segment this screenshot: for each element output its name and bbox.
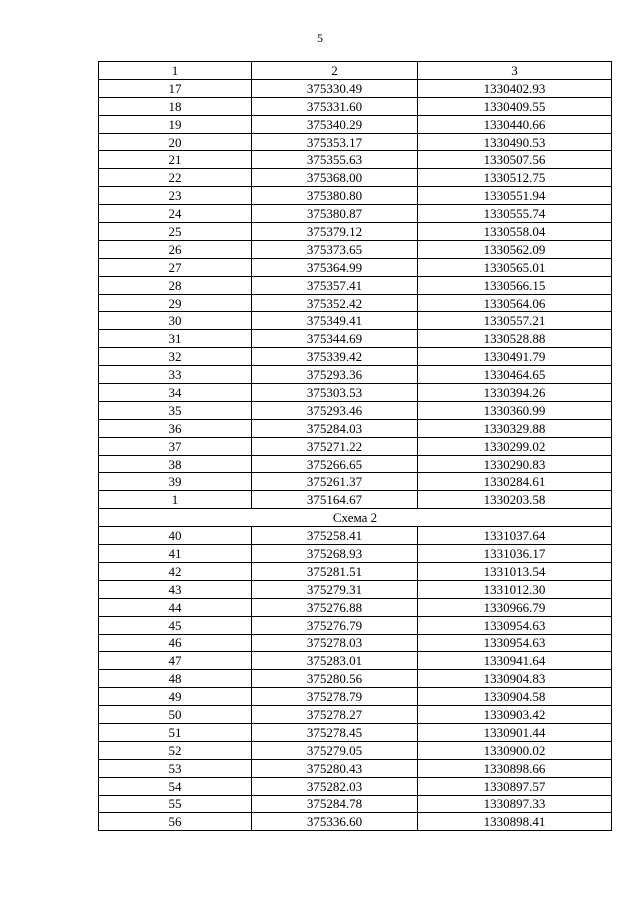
cell-point-number: 31 [99, 330, 252, 348]
cell-y-coordinate: 1331013.54 [418, 562, 612, 580]
cell-y-coordinate: 1330904.83 [418, 670, 612, 688]
cell-x-coordinate: 375278.03 [252, 634, 418, 652]
table-header-row [99, 62, 612, 80]
table-row [99, 187, 612, 205]
cell-x-coordinate: 375279.31 [252, 580, 418, 598]
cell-y-coordinate: 1330900.02 [418, 741, 612, 759]
cell-point-number: 24 [99, 205, 252, 223]
cell-x-coordinate: 375379.12 [252, 223, 418, 241]
table-row [99, 401, 612, 419]
cell-point-number: 41 [99, 545, 252, 563]
cell-y-coordinate: 1330901.44 [418, 723, 612, 741]
cell-x-coordinate: 375280.56 [252, 670, 418, 688]
cell-point-number: 17 [99, 79, 252, 97]
cell-point-number: 19 [99, 115, 252, 133]
table-row [99, 151, 612, 169]
cell-point-number: 56 [99, 813, 252, 831]
cell-x-coordinate: 375278.45 [252, 723, 418, 741]
cell-point-number: 42 [99, 562, 252, 580]
cell-x-coordinate: 375278.79 [252, 688, 418, 706]
cell-y-coordinate: 1330966.79 [418, 598, 612, 616]
table-row [99, 759, 612, 777]
cell-x-coordinate: 375339.42 [252, 348, 418, 366]
table-row [99, 348, 612, 366]
cell-y-coordinate: 1330290.83 [418, 455, 612, 473]
cell-point-number: 34 [99, 384, 252, 402]
table-row [99, 115, 612, 133]
table-row [99, 670, 612, 688]
cell-point-number: 23 [99, 187, 252, 205]
cell-x-coordinate: 375344.69 [252, 330, 418, 348]
table-row [99, 580, 612, 598]
cell-point-number: 40 [99, 527, 252, 545]
cell-x-coordinate: 375380.87 [252, 205, 418, 223]
cell-y-coordinate: 1330555.74 [418, 205, 612, 223]
cell-y-coordinate: 1330299.02 [418, 437, 612, 455]
table-row [99, 276, 612, 294]
cell-y-coordinate: 1331037.64 [418, 527, 612, 545]
cell-y-coordinate: 1330898.41 [418, 813, 612, 831]
cell-x-coordinate: 375368.00 [252, 169, 418, 187]
cell-x-coordinate: 375284.03 [252, 419, 418, 437]
table-row [99, 491, 612, 509]
cell-point-number: 39 [99, 473, 252, 491]
cell-x-coordinate: 375364.99 [252, 258, 418, 276]
cell-point-number: 46 [99, 634, 252, 652]
cell-x-coordinate: 375293.36 [252, 366, 418, 384]
cell-point-number: 47 [99, 652, 252, 670]
cell-x-coordinate: 375353.17 [252, 133, 418, 151]
cell-y-coordinate: 1330440.66 [418, 115, 612, 133]
cell-x-coordinate: 375258.41 [252, 527, 418, 545]
cell-point-number: 50 [99, 706, 252, 724]
cell-x-coordinate: 375164.67 [252, 491, 418, 509]
table-row [99, 205, 612, 223]
cell-point-number: 37 [99, 437, 252, 455]
cell-x-coordinate: 375279.05 [252, 741, 418, 759]
cell-point-number: 22 [99, 169, 252, 187]
cell-x-coordinate: 375303.53 [252, 384, 418, 402]
coordinates-table [98, 61, 612, 831]
table-row [99, 312, 612, 330]
cell-point-number: 26 [99, 240, 252, 258]
table-row [99, 240, 612, 258]
cell-point-number: 35 [99, 401, 252, 419]
cell-y-coordinate: 1330284.61 [418, 473, 612, 491]
cell-x-coordinate: 375349.41 [252, 312, 418, 330]
table-row [99, 688, 612, 706]
cell-x-coordinate: 375278.27 [252, 706, 418, 724]
cell-x-coordinate: 375293.46 [252, 401, 418, 419]
cell-point-number: 54 [99, 777, 252, 795]
cell-y-coordinate: 1330491.79 [418, 348, 612, 366]
table-row [99, 294, 612, 312]
coordinates-table-body [99, 62, 612, 831]
cell-x-coordinate: 375283.01 [252, 652, 418, 670]
cell-y-coordinate: 1330557.21 [418, 312, 612, 330]
page-number: 5 [317, 31, 323, 45]
cell-y-coordinate: 1330564.06 [418, 294, 612, 312]
table-row [99, 652, 612, 670]
cell-x-coordinate: 375355.63 [252, 151, 418, 169]
cell-x-coordinate: 375261.37 [252, 473, 418, 491]
table-row [99, 813, 612, 831]
section-row [99, 509, 612, 527]
cell-x-coordinate: 375380.80 [252, 187, 418, 205]
cell-point-number: 43 [99, 580, 252, 598]
table-row [99, 366, 612, 384]
cell-y-coordinate: 1330954.63 [418, 634, 612, 652]
table-row [99, 455, 612, 473]
cell-x-coordinate: 375373.65 [252, 240, 418, 258]
table-row [99, 706, 612, 724]
cell-point-number: 18 [99, 97, 252, 115]
cell-point-number: 38 [99, 455, 252, 473]
cell-point-number: 49 [99, 688, 252, 706]
table-row [99, 169, 612, 187]
cell-point-number: 53 [99, 759, 252, 777]
header-cell-x: 2 [252, 62, 418, 80]
cell-y-coordinate: 1330490.53 [418, 133, 612, 151]
cell-x-coordinate: 375280.43 [252, 759, 418, 777]
table-row [99, 79, 612, 97]
cell-point-number: 29 [99, 294, 252, 312]
cell-y-coordinate: 1330903.42 [418, 706, 612, 724]
cell-y-coordinate: 1330402.93 [418, 79, 612, 97]
header-cell-point: 1 [99, 62, 252, 80]
cell-point-number: 48 [99, 670, 252, 688]
cell-x-coordinate: 375330.49 [252, 79, 418, 97]
cell-y-coordinate: 1330897.57 [418, 777, 612, 795]
table-row [99, 795, 612, 813]
table-row [99, 527, 612, 545]
table-row [99, 598, 612, 616]
cell-y-coordinate: 1330898.66 [418, 759, 612, 777]
cell-y-coordinate: 1330360.99 [418, 401, 612, 419]
cell-x-coordinate: 375276.88 [252, 598, 418, 616]
section-title: Схема 2 [99, 509, 612, 527]
cell-point-number: 30 [99, 312, 252, 330]
table-row [99, 437, 612, 455]
cell-x-coordinate: 375284.78 [252, 795, 418, 813]
cell-point-number: 52 [99, 741, 252, 759]
cell-x-coordinate: 375271.22 [252, 437, 418, 455]
cell-point-number: 25 [99, 223, 252, 241]
cell-point-number: 45 [99, 616, 252, 634]
table-row [99, 384, 612, 402]
cell-y-coordinate: 1330507.56 [418, 151, 612, 169]
cell-x-coordinate: 375268.93 [252, 545, 418, 563]
cell-x-coordinate: 375282.03 [252, 777, 418, 795]
cell-y-coordinate: 1330203.58 [418, 491, 612, 509]
cell-point-number: 51 [99, 723, 252, 741]
cell-x-coordinate: 375340.29 [252, 115, 418, 133]
cell-y-coordinate: 1331036.17 [418, 545, 612, 563]
cell-y-coordinate: 1330528.88 [418, 330, 612, 348]
cell-y-coordinate: 1330409.55 [418, 97, 612, 115]
cell-point-number: 33 [99, 366, 252, 384]
cell-y-coordinate: 1330562.09 [418, 240, 612, 258]
table-row [99, 97, 612, 115]
cell-y-coordinate: 1330329.88 [418, 419, 612, 437]
cell-y-coordinate: 1330941.64 [418, 652, 612, 670]
table-row [99, 777, 612, 795]
cell-y-coordinate: 1330464.65 [418, 366, 612, 384]
cell-x-coordinate: 375357.41 [252, 276, 418, 294]
cell-x-coordinate: 375281.51 [252, 562, 418, 580]
cell-y-coordinate: 1330904.58 [418, 688, 612, 706]
header-cell-y: 3 [418, 62, 612, 80]
cell-y-coordinate: 1330394.26 [418, 384, 612, 402]
cell-y-coordinate: 1330558.04 [418, 223, 612, 241]
cell-point-number: 32 [99, 348, 252, 366]
table-row [99, 223, 612, 241]
cell-x-coordinate: 375276.79 [252, 616, 418, 634]
table-row [99, 133, 612, 151]
cell-x-coordinate: 375331.60 [252, 97, 418, 115]
cell-y-coordinate: 1330551.94 [418, 187, 612, 205]
cell-y-coordinate: 1331012.30 [418, 580, 612, 598]
cell-x-coordinate: 375336.60 [252, 813, 418, 831]
table-row [99, 545, 612, 563]
cell-point-number: 20 [99, 133, 252, 151]
cell-point-number: 44 [99, 598, 252, 616]
cell-point-number: 28 [99, 276, 252, 294]
table-row [99, 741, 612, 759]
cell-point-number: 55 [99, 795, 252, 813]
cell-y-coordinate: 1330512.75 [418, 169, 612, 187]
cell-point-number: 1 [99, 491, 252, 509]
cell-y-coordinate: 1330954.63 [418, 616, 612, 634]
table-row [99, 258, 612, 276]
cell-point-number: 36 [99, 419, 252, 437]
cell-x-coordinate: 375266.65 [252, 455, 418, 473]
cell-y-coordinate: 1330566.15 [418, 276, 612, 294]
cell-point-number: 27 [99, 258, 252, 276]
table-row [99, 330, 612, 348]
table-row [99, 562, 612, 580]
table-row [99, 473, 612, 491]
table-row [99, 634, 612, 652]
cell-y-coordinate: 1330897.33 [418, 795, 612, 813]
table-row [99, 419, 612, 437]
table-row [99, 616, 612, 634]
cell-y-coordinate: 1330565.01 [418, 258, 612, 276]
cell-point-number: 21 [99, 151, 252, 169]
table-row [99, 723, 612, 741]
cell-x-coordinate: 375352.42 [252, 294, 418, 312]
